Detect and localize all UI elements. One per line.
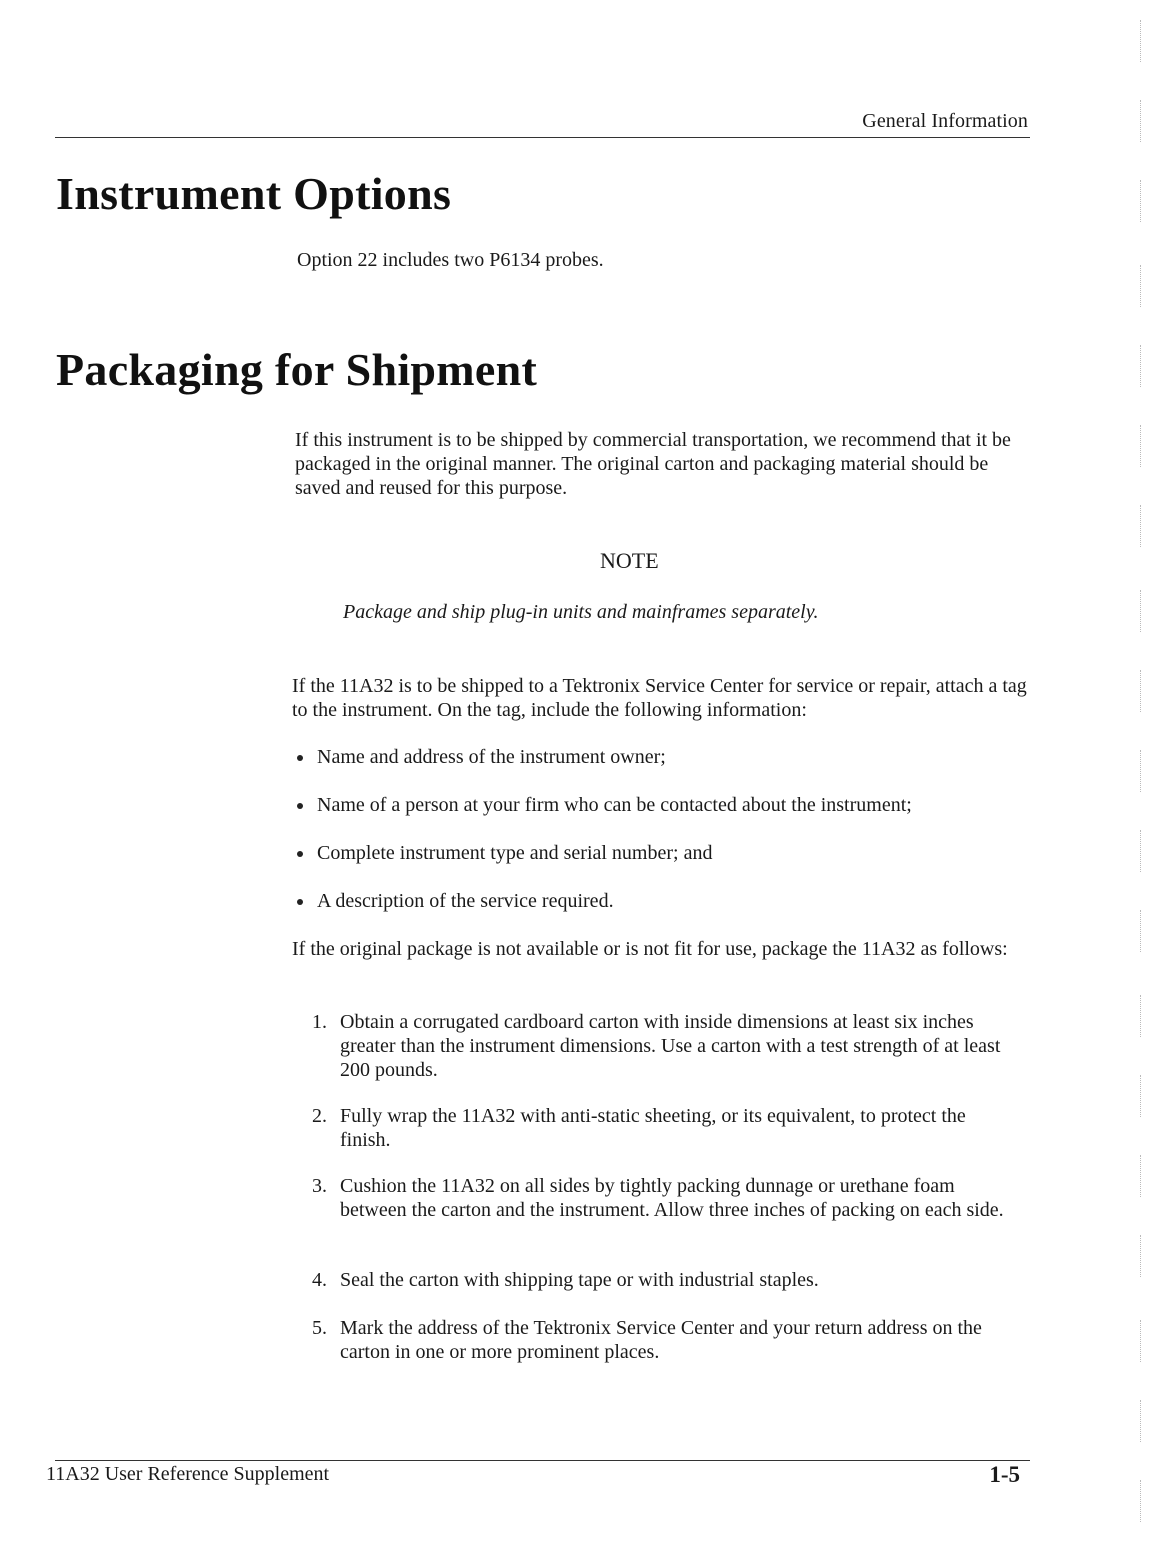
page-number: 1-5	[989, 1462, 1020, 1487]
document-title: 11A32 User Reference Supplement	[46, 1463, 330, 1485]
heading-instrument-options: Instrument Options	[56, 168, 452, 219]
footer-rule	[55, 1460, 1030, 1461]
margin-mark	[1140, 505, 1143, 547]
step-text: Obtain a corrugated cardboard carton with inside dimensions at least six inches greater than the instrument dimensions. Use a carton with a test strength of at least 200 pounds.	[340, 1011, 1001, 1081]
list-item-text: Name and address of the instrument owner;	[317, 746, 666, 768]
step-text: Mark the address of the Tektronix Service Center and your return address on the carton in one or more prominent places.	[340, 1317, 982, 1363]
bullet-icon	[297, 899, 303, 905]
margin-mark	[1140, 1075, 1143, 1117]
bullet-icon	[297, 803, 303, 809]
note-text: Package and ship plug-in units and mainframes separately.	[343, 601, 819, 623]
margin-mark	[1140, 1235, 1143, 1277]
step-number: 3.	[312, 1175, 327, 1197]
list-item-text: Name of a person at your firm who can be contacted about the instrument;	[317, 794, 912, 816]
packaging-steps-list	[312, 1010, 1012, 1364]
step-number: 2.	[312, 1105, 327, 1127]
header-rule	[55, 137, 1030, 138]
step-item	[312, 1174, 1012, 1268]
margin-mark	[1140, 425, 1143, 467]
margin-mark	[1140, 1320, 1143, 1362]
step-number: 4.	[312, 1269, 327, 1291]
margin-mark	[1140, 830, 1143, 872]
step-item	[312, 1104, 1012, 1174]
section-header: General Information	[862, 110, 1028, 132]
step-number: 1.	[312, 1011, 327, 1033]
step-item	[312, 1268, 1012, 1316]
heading-packaging-for-shipment: Packaging for Shipment	[56, 344, 538, 395]
margin-mark	[1140, 180, 1143, 222]
margin-mark	[1140, 995, 1143, 1037]
tag-paragraph: If the 11A32 is to be shipped to a Tektronix Service Center for service or repair, attach a tag to the instrument. On the tag, include the following information:	[292, 675, 1027, 721]
step-text: Fully wrap the 11A32 with anti-static sheeting, or its equivalent, to protect the finish.	[340, 1105, 966, 1151]
list-item-text: A description of the service required.	[317, 890, 614, 912]
margin-mark	[1140, 100, 1143, 142]
note-title: NOTE	[600, 548, 659, 573]
margin-mark	[1140, 265, 1143, 307]
options-paragraph: Option 22 includes two P6134 probes.	[297, 249, 604, 271]
step-text: Cushion the 11A32 on all sides by tightly packing dunnage or urethane foam between the carton and the instrument. Allow three inches of packing on each side.	[340, 1175, 1004, 1221]
step-number: 5.	[312, 1317, 327, 1339]
margin-mark	[1140, 345, 1143, 387]
list-item	[295, 745, 912, 793]
margin-mark	[1140, 590, 1143, 632]
margin-mark	[1140, 750, 1143, 792]
step-item	[312, 1316, 1012, 1364]
tag-info-list	[295, 745, 912, 937]
alternate-packaging-paragraph: If the original package is not available or is not fit for use, package the 11A32 as follows:	[292, 938, 1008, 960]
bullet-icon	[297, 851, 303, 857]
list-item-text: Complete instrument type and serial number; and	[317, 842, 713, 864]
margin-mark	[1140, 1155, 1143, 1197]
margin-mark	[1140, 1400, 1143, 1442]
margin-mark	[1140, 670, 1143, 712]
list-item	[295, 889, 912, 937]
margin-mark	[1140, 910, 1143, 952]
packaging-intro-paragraph: If this instrument is to be shipped by commercial transportation, we recommend that it be packaged in the original manner. The original carton and packaging material should be saved and reused for this purpose.	[295, 429, 1011, 499]
margin-mark	[1140, 20, 1143, 62]
list-item	[295, 793, 912, 841]
margin-mark	[1140, 1480, 1143, 1522]
step-text: Seal the carton with shipping tape or with industrial staples.	[340, 1269, 819, 1291]
list-item	[295, 841, 912, 889]
step-item	[312, 1010, 1012, 1104]
bullet-icon	[297, 755, 303, 761]
